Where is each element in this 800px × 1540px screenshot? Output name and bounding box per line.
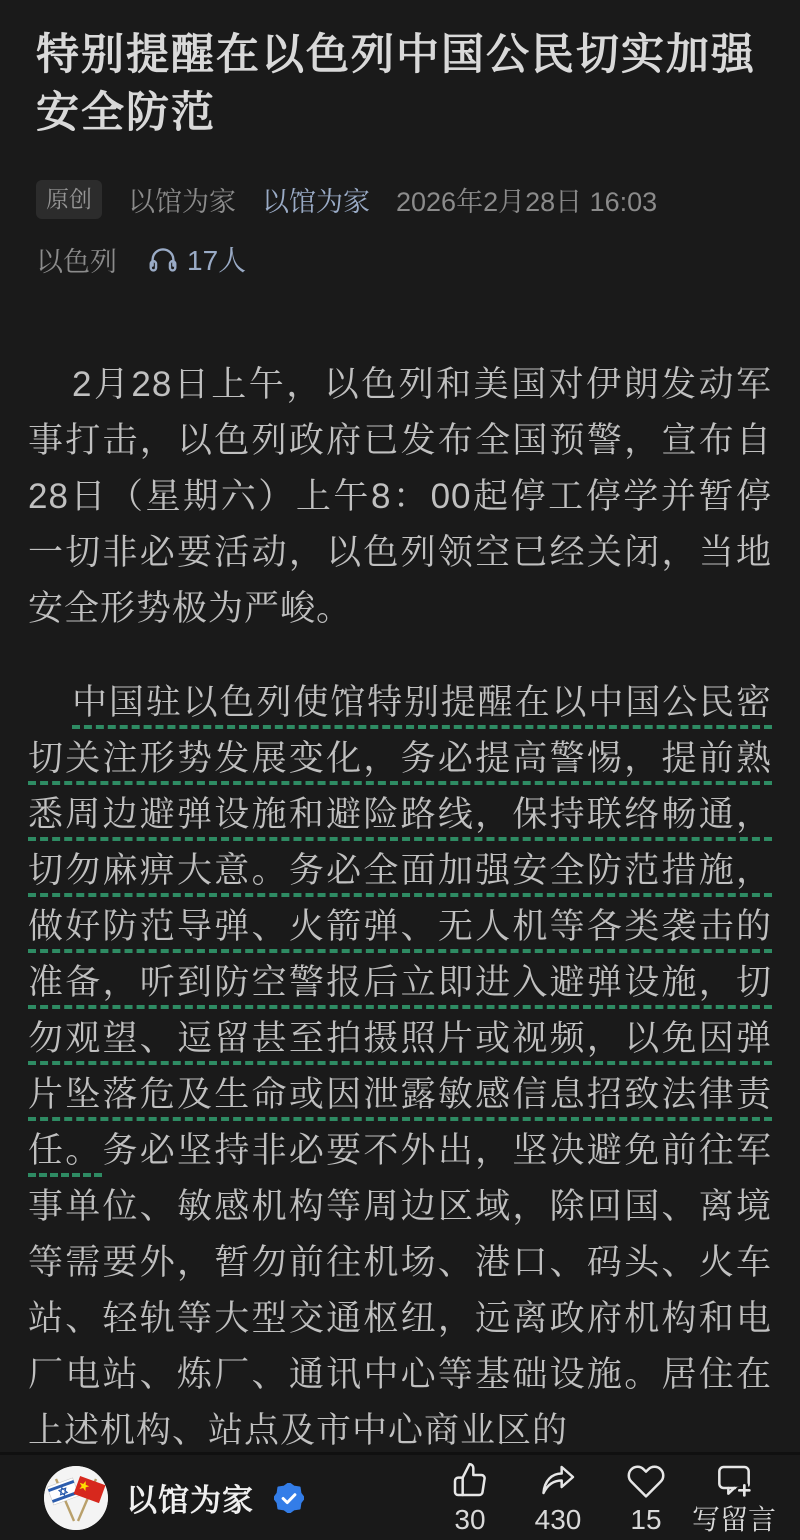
israel-china-flags-avatar[interactable] bbox=[44, 1466, 108, 1530]
headset-icon bbox=[147, 243, 179, 275]
location-label: 以色列 bbox=[36, 246, 117, 277]
favorite-button[interactable] bbox=[602, 1460, 690, 1535]
comment-button[interactable] bbox=[690, 1460, 778, 1535]
meta-row-2 bbox=[0, 239, 800, 279]
share-icon bbox=[538, 1460, 578, 1500]
author-name: 以馆为家 bbox=[128, 187, 236, 217]
action-bar bbox=[426, 1460, 778, 1535]
verified-badge-icon bbox=[274, 1483, 304, 1513]
footer-bar bbox=[0, 1452, 800, 1540]
paragraph-1: 2月28日上午，以色列和美国对伊朗发动军事打击，以色列政府已发布全国预警，宣布自28日（星期六）上午8：00起停工停学并暂停一切非必要活动，以色列领空已经关闭，当地安全形势极为严峻。 bbox=[28, 365, 772, 628]
comment-label: 写留言 bbox=[691, 1504, 776, 1535]
paragraph-2 bbox=[28, 675, 772, 1459]
publish-time: 2026年2月28日 16:03 bbox=[396, 187, 658, 217]
footer-account-name[interactable]: 以馆为家 bbox=[126, 1483, 254, 1518]
like-count: 30 bbox=[454, 1504, 486, 1535]
listen-button[interactable] bbox=[147, 239, 246, 279]
share-button[interactable] bbox=[514, 1460, 602, 1535]
thumbs-up-icon bbox=[450, 1460, 490, 1500]
favorite-count: 15 bbox=[630, 1504, 662, 1535]
account-link[interactable]: 以馆为家 bbox=[262, 187, 370, 217]
underlined-text: 中国驻以色列使馆特别提醒在以中国公民密切关注形势发展变化，务必提高警惕，提前熟悉周边避弹设施和避险路线，保持联络畅通，切勿麻痹大意。务必全面加强安全防范措施，做好防范导弹、火箭弹、无人机等各类袭击的准备，听到防空警报后立即进入避弹设施，切勿观望、逗留甚至拍摄照片或视频，以免因弹片坠落危及生命或因泄露敏感信息招致法律责任。 bbox=[28, 683, 772, 1170]
like-button[interactable] bbox=[426, 1460, 514, 1535]
meta-row bbox=[0, 180, 800, 219]
article-title: 特别提醒在以色列中国公民切实加强安全防范 bbox=[36, 31, 756, 137]
heart-icon bbox=[626, 1460, 666, 1500]
listen-count: 17人 bbox=[187, 245, 247, 276]
account-entry[interactable] bbox=[44, 1466, 304, 1530]
paragraph-2-rest: 务必坚持非必要不外出，坚决避免前往军事单位、敏感机构等周边区域，除回国、离境等需要外，暂勿前往机场、港口、码头、火车站、轻轨等大型交通枢纽，远离政府机构和电厂电站、炼厂、通讯中心等基础设施。居住在上述机构、站点及市中心商业区的 bbox=[28, 1131, 772, 1450]
original-badge: 原创 bbox=[36, 180, 102, 219]
share-count: 430 bbox=[534, 1504, 582, 1535]
comment-icon bbox=[714, 1460, 754, 1500]
article-body bbox=[0, 357, 800, 1459]
